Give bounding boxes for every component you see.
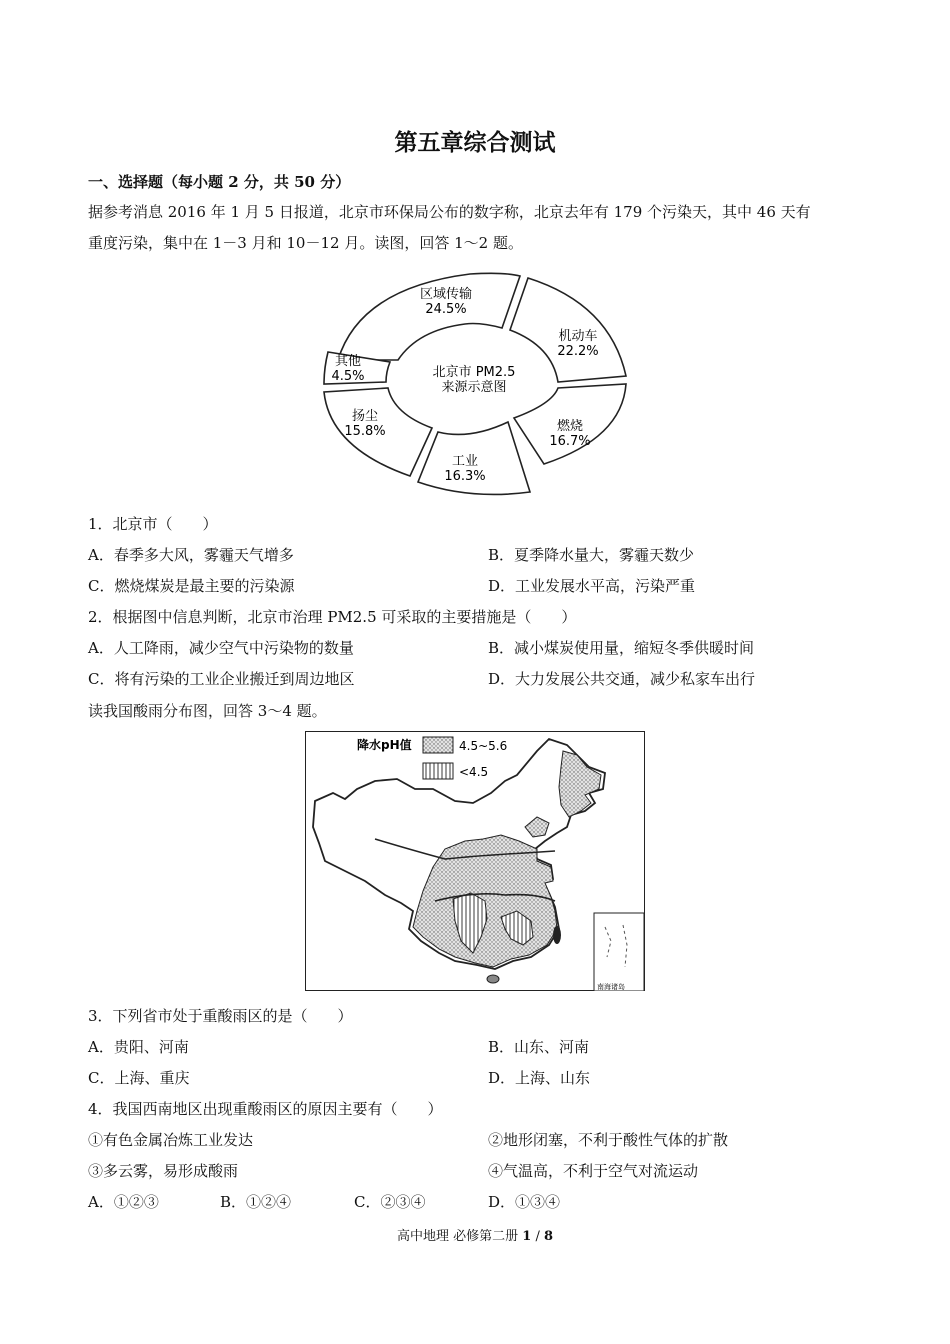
- value-industry: 16.3%: [444, 469, 486, 484]
- question-4-statement-1: ①有色金属冶炼工业发达: [88, 1131, 254, 1149]
- question-1-stem: 1．北京市（ ）: [88, 515, 218, 533]
- value-dust: 15.8%: [344, 424, 386, 439]
- question-2-option-c: C．将有污染的工业企业搬迁到周边地区: [88, 670, 355, 688]
- intro-paragraph-line1: 据参考消息 2016 年 1 月 5 日报道，北京市环保局公布的数字称，北京去年有 179 个污染天，其中 46 天有: [88, 203, 811, 221]
- taiwan-island: [553, 926, 561, 944]
- question-4-option-b: B．①②④: [220, 1193, 292, 1211]
- label-dust: 扬尘: [351, 409, 379, 424]
- question-2-option-b: B．减小煤炭使用量，缩短冬季供暖时间: [488, 639, 755, 657]
- legend-title: 降水pH值: [357, 738, 412, 752]
- intro-paragraph-line2: 重度污染，集中在 1－3 月和 10－12 月。读图，回答 1～2 题。: [88, 234, 523, 252]
- acid-rain-map: [305, 731, 645, 991]
- label-motor-vehicle: 机动车: [558, 329, 598, 344]
- value-other: 4.5%: [331, 369, 365, 384]
- value-combustion: 16.7%: [549, 434, 591, 449]
- label-industry: 工业: [451, 454, 479, 469]
- question-4-statement-4: ④气温高，不利于空气对流运动: [488, 1162, 699, 1180]
- intro-paragraph-2: 读我国酸雨分布图，回答 3～4 题。: [88, 702, 327, 720]
- question-2-option-a: A．人工降雨，减少空气中污染物的数量: [88, 639, 354, 657]
- question-4-option-c: C．②③④: [354, 1193, 426, 1211]
- question-1-option-c: C．燃烧煤炭是最主要的污染源: [88, 577, 295, 595]
- question-2-option-d: D．大力发展公共交通，减少私家车出行: [488, 670, 756, 688]
- chart-center-line1: 北京市 PM2.5: [432, 365, 516, 380]
- question-3-option-b: B．山东、河南: [488, 1038, 590, 1056]
- inset-box: [594, 913, 644, 991]
- footer-page-number: 1: [522, 1229, 532, 1244]
- legend-label-2: <4.5: [459, 765, 489, 779]
- footer-separator: /: [535, 1229, 540, 1244]
- legend-label-1: 4.5~5.6: [459, 739, 508, 753]
- question-3-option-c: C．上海、重庆: [88, 1069, 190, 1087]
- legend-swatch-striped: [423, 763, 453, 779]
- question-1-option-a: A．春季多大风，雾霾天气增多: [88, 546, 294, 564]
- question-1-option-d: D．工业发展水平高，污染严重: [488, 577, 696, 595]
- legend-swatch-dotted: [423, 737, 453, 753]
- page-title: 第五章综合测试: [394, 130, 556, 156]
- chart-center-line2: 来源示意图: [441, 380, 507, 395]
- value-regional-transport: 24.5%: [425, 302, 467, 317]
- inset-label: 南海诸岛: [597, 983, 625, 991]
- question-3-option-d: D．上海、山东: [488, 1069, 591, 1087]
- question-4-stem: 4．我国西南地区出现重酸雨区的原因主要有（ ）: [88, 1100, 443, 1118]
- footer-page-total: 8: [543, 1229, 554, 1244]
- value-motor-vehicle: 22.2%: [557, 344, 599, 359]
- label-regional-transport: 区域传输: [419, 287, 473, 302]
- footer-book: 高中地理 必修第二册: [396, 1229, 519, 1244]
- question-4-statement-2: ②地形闭塞，不利于酸性气体的扩散: [488, 1131, 729, 1149]
- pm25-source-ring-chart: [320, 268, 632, 498]
- hainan-island: [487, 975, 499, 983]
- question-2-stem: 2．根据图中信息判断，北京市治理 PM2.5 可采取的主要措施是（ ）: [88, 608, 577, 626]
- label-combustion: 燃烧: [556, 419, 584, 434]
- question-4-statement-3: ③多云雾，易形成酸雨: [88, 1162, 239, 1180]
- question-4-option-a: A．①②③: [88, 1193, 159, 1211]
- section-heading: 一、选择题（每小题 2 分，共 50 分）: [88, 173, 351, 191]
- question-3-stem: 3．下列省市处于重酸雨区的是（ ）: [88, 1007, 353, 1025]
- question-1-option-b: B．夏季降水量大，雾霾天数少: [488, 546, 695, 564]
- question-4-option-d: D．①③④: [488, 1193, 561, 1211]
- page-footer: [0, 1225, 950, 1244]
- question-3-option-a: A．贵阳、河南: [88, 1038, 189, 1056]
- label-other: 其他: [334, 354, 362, 369]
